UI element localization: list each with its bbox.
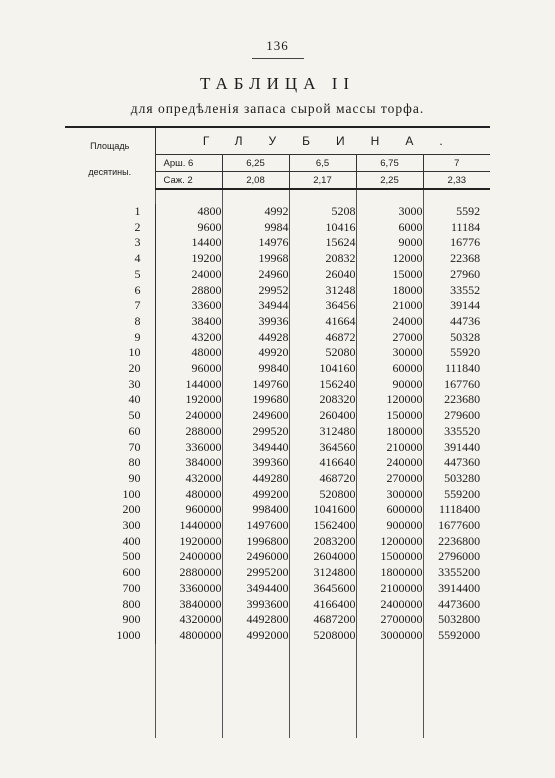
volume-cell: 432000	[155, 471, 222, 487]
volume-cell: 30000	[356, 345, 423, 361]
volume-cell: 503280	[444, 470, 481, 485]
volume-cell: 21000	[356, 298, 423, 314]
volume-cell: 29952	[222, 283, 289, 299]
volume-cell: 192000	[155, 392, 222, 408]
volume-cell: 3000000	[356, 628, 423, 644]
area-cell: 40	[65, 392, 155, 408]
area-cell: 4	[65, 251, 155, 267]
table-row	[65, 612, 490, 628]
volume-cell: 2400000	[155, 549, 222, 565]
volume-cell: 210000	[356, 440, 423, 456]
volume-cell: 5592000	[438, 627, 481, 642]
sazhen-depth-3: 2,25	[356, 172, 423, 190]
volume-cell: 4473600	[438, 596, 481, 611]
area-cell: 1	[65, 204, 155, 220]
volume-cell: 2400000	[356, 597, 423, 613]
header-row-depth	[65, 127, 490, 155]
arshin-depth-2: 6,5	[289, 155, 356, 172]
volume-cell: 960000	[155, 502, 222, 518]
volume-cell: 19968	[222, 251, 289, 267]
volume-cell: 3645600	[289, 581, 356, 597]
volume-cell: 28800	[155, 283, 222, 299]
volume-cell: 1200000	[356, 534, 423, 550]
table-bottom	[65, 644, 490, 738]
volume-cell: 90000	[356, 377, 423, 393]
volume-cell: 4800000	[155, 628, 222, 644]
volume-cell: 167760	[444, 376, 481, 391]
table-row	[65, 314, 490, 330]
depth-header: ГЛУБИНА.	[155, 127, 490, 155]
volume-cell: 14976	[222, 235, 289, 251]
volume-cell: 4166400	[289, 597, 356, 613]
volume-cell: 2236800	[438, 533, 481, 548]
volume-cell: 44736	[450, 313, 481, 328]
volume-cell: 1500000	[356, 549, 423, 565]
volume-cell: 2496000	[222, 549, 289, 565]
volume-cell: 33552	[450, 282, 481, 297]
volume-cell: 279600	[444, 408, 481, 423]
page-number-rule	[252, 58, 304, 59]
volume-cell: 223680	[444, 392, 481, 407]
volume-cell: 15000	[356, 267, 423, 283]
volume-cell: 2100000	[356, 581, 423, 597]
volume-cell: 149760	[222, 377, 289, 393]
area-cell: 400	[65, 534, 155, 550]
table-row	[65, 534, 490, 550]
volume-cell: 2083200	[289, 534, 356, 550]
volume-cell: 24000	[356, 314, 423, 330]
table-row	[65, 361, 490, 377]
area-cell: 900	[65, 612, 155, 628]
volume-cell: 150000	[356, 408, 423, 424]
volume-cell: 38400	[155, 314, 222, 330]
volume-cell: 3993600	[222, 597, 289, 613]
area-cell: 2	[65, 220, 155, 236]
table-row	[65, 424, 490, 440]
volume-cell: 11184	[450, 219, 481, 234]
volume-cell: 99840	[222, 361, 289, 377]
volume-cell: 391440	[444, 439, 481, 454]
volume-cell: 39144	[450, 298, 481, 313]
volume-cell: 156240	[289, 377, 356, 393]
table-row	[65, 408, 490, 424]
volume-cell: 16776	[450, 235, 481, 250]
volume-cell: 1497600	[222, 518, 289, 534]
arshin-depth-4: 7	[423, 155, 490, 172]
volume-cell: 260400	[289, 408, 356, 424]
volume-cell: 20832	[289, 251, 356, 267]
volume-cell: 46872	[289, 330, 356, 346]
arshin-depth-1: 6,25	[222, 155, 289, 172]
table-row	[65, 549, 490, 565]
volume-cell: 900000	[356, 518, 423, 534]
volume-cell: 96000	[155, 361, 222, 377]
volume-cell: 15624	[289, 235, 356, 251]
volume-cell: 559200	[444, 486, 481, 501]
volume-cell: 3124800	[289, 565, 356, 581]
volume-cell: 31248	[289, 283, 356, 299]
volume-cell: 120000	[356, 392, 423, 408]
volume-cell: 10416	[289, 220, 356, 236]
volume-cell: 1562400	[289, 518, 356, 534]
volume-cell: 4687200	[289, 612, 356, 628]
volume-cell: 19200	[155, 251, 222, 267]
volume-cell: 43200	[155, 330, 222, 346]
sazhen-depth-0: Саж. 2	[155, 172, 222, 190]
table-row	[65, 471, 490, 487]
volume-cell: 2796000	[438, 549, 481, 564]
volume-cell: 4992	[222, 204, 289, 220]
table-row	[65, 565, 490, 581]
volume-cell: 18000	[356, 283, 423, 299]
volume-cell: 26040	[289, 267, 356, 283]
volume-cell: 9000	[356, 235, 423, 251]
volume-cell: 180000	[356, 424, 423, 440]
table-row	[65, 267, 490, 283]
volume-cell: 3840000	[155, 597, 222, 613]
volume-cell: 111840	[444, 361, 481, 376]
volume-cell: 5208000	[289, 628, 356, 644]
peat-volume-table	[65, 126, 490, 738]
volume-cell: 384000	[155, 455, 222, 471]
area-cell: 9	[65, 330, 155, 346]
volume-cell: 49920	[222, 345, 289, 361]
table-row	[65, 581, 490, 597]
volume-cell: 449280	[222, 471, 289, 487]
volume-cell: 364560	[289, 440, 356, 456]
area-cell: 6	[65, 283, 155, 299]
volume-cell: 998400	[222, 502, 289, 518]
volume-cell: 3355200	[438, 565, 481, 580]
area-cell: 500	[65, 549, 155, 565]
area-cell: 20	[65, 361, 155, 377]
volume-cell: 33600	[155, 298, 222, 314]
table-row	[65, 628, 490, 644]
volume-cell: 1920000	[155, 534, 222, 550]
table-row	[65, 283, 490, 299]
area-cell: 600	[65, 565, 155, 581]
volume-cell: 39936	[222, 314, 289, 330]
volume-cell: 50328	[450, 329, 481, 344]
volume-cell: 2995200	[222, 565, 289, 581]
volume-cell: 1041600	[289, 502, 356, 518]
volume-cell: 4320000	[155, 612, 222, 628]
sazhen-depth-2: 2,17	[289, 172, 356, 190]
volume-cell: 336000	[155, 440, 222, 456]
volume-cell: 44928	[222, 330, 289, 346]
volume-cell: 270000	[356, 471, 423, 487]
volume-cell: 4492800	[222, 612, 289, 628]
area-cell: 3	[65, 235, 155, 251]
volume-cell: 12000	[356, 251, 423, 267]
area-cell: 300	[65, 518, 155, 534]
table-row	[65, 455, 490, 471]
volume-cell: 3000	[356, 204, 423, 220]
volume-cell: 3360000	[155, 581, 222, 597]
area-header-line2: десятины.	[88, 166, 132, 177]
table-row	[65, 487, 490, 503]
volume-cell: 3914400	[438, 580, 481, 595]
volume-cell: 27960	[450, 266, 481, 281]
volume-cell: 499200	[222, 487, 289, 503]
volume-cell: 4992000	[222, 628, 289, 644]
table-title: ТАБЛИЦА II	[199, 74, 356, 93]
volume-cell: 416640	[289, 455, 356, 471]
volume-cell: 2700000	[356, 612, 423, 628]
volume-cell: 335520	[444, 423, 481, 438]
volume-cell: 600000	[356, 502, 423, 518]
header-spacer	[65, 189, 490, 204]
table-body	[65, 204, 490, 644]
area-cell: 90	[65, 471, 155, 487]
area-cell: 7	[65, 298, 155, 314]
area-cell: 5	[65, 267, 155, 283]
volume-cell: 60000	[356, 361, 423, 377]
area-cell: 50	[65, 408, 155, 424]
volume-cell: 288000	[155, 424, 222, 440]
area-cell: 100	[65, 487, 155, 503]
volume-cell: 2880000	[155, 565, 222, 581]
volume-cell: 468720	[289, 471, 356, 487]
area-header	[65, 127, 155, 189]
table-row	[65, 377, 490, 393]
area-cell: 1000	[65, 628, 155, 644]
volume-cell: 199680	[222, 392, 289, 408]
volume-cell: 6000	[356, 220, 423, 236]
volume-cell: 14400	[155, 235, 222, 251]
table-row	[65, 597, 490, 613]
volume-cell: 240000	[155, 408, 222, 424]
area-cell: 60	[65, 424, 155, 440]
volume-cell: 144000	[155, 377, 222, 393]
volume-cell: 41664	[289, 314, 356, 330]
arshin-depth-3: 6,75	[356, 155, 423, 172]
volume-cell: 2604000	[289, 549, 356, 565]
area-header-line1: Площадь	[90, 140, 130, 151]
volume-cell: 55920	[450, 345, 481, 360]
area-cell: 200	[65, 502, 155, 518]
volume-cell: 299520	[222, 424, 289, 440]
volume-cell: 34944	[222, 298, 289, 314]
volume-cell: 1996800	[222, 534, 289, 550]
area-cell: 8	[65, 314, 155, 330]
table-row	[65, 502, 490, 518]
volume-cell: 1800000	[356, 565, 423, 581]
volume-cell: 300000	[356, 487, 423, 503]
table-row	[65, 204, 490, 220]
volume-cell: 4800	[155, 204, 222, 220]
volume-cell: 22368	[450, 251, 481, 266]
table-row	[65, 392, 490, 408]
table-row	[65, 220, 490, 236]
table-row	[65, 345, 490, 361]
volume-cell: 249600	[222, 408, 289, 424]
sazhen-depth-4: 2,33	[423, 172, 490, 190]
volume-cell: 3494400	[222, 581, 289, 597]
table-row	[65, 235, 490, 251]
volume-cell: 52080	[289, 345, 356, 361]
volume-cell: 399360	[222, 455, 289, 471]
volume-cell: 5592	[456, 204, 481, 218]
volume-cell: 36456	[289, 298, 356, 314]
volume-cell: 349440	[222, 440, 289, 456]
area-cell: 700	[65, 581, 155, 597]
volume-cell: 312480	[289, 424, 356, 440]
table-row	[65, 330, 490, 346]
table-row	[65, 440, 490, 456]
table-row	[65, 298, 490, 314]
volume-cell: 9984	[222, 220, 289, 236]
arshin-depth-0: Арш. 6	[155, 155, 222, 172]
volume-cell: 480000	[155, 487, 222, 503]
table-subtitle: для опредѣленія запаса сырой массы торфа.	[130, 101, 425, 116]
volume-cell: 208320	[289, 392, 356, 408]
volume-cell: 24000	[155, 267, 222, 283]
volume-cell: 447360	[444, 455, 481, 470]
area-cell: 30	[65, 377, 155, 393]
area-cell: 800	[65, 597, 155, 613]
volume-cell: 9600	[155, 220, 222, 236]
volume-cell: 48000	[155, 345, 222, 361]
area-cell: 80	[65, 455, 155, 471]
area-cell: 70	[65, 440, 155, 456]
volume-cell: 5208	[289, 204, 356, 220]
volume-cell: 24960	[222, 267, 289, 283]
volume-cell: 1118400	[438, 502, 481, 517]
volume-cell: 27000	[356, 330, 423, 346]
page-number: 136	[266, 38, 289, 53]
volume-cell: 520800	[289, 487, 356, 503]
sazhen-depth-1: 2,08	[222, 172, 289, 190]
volume-cell: 1677600	[438, 518, 481, 533]
area-cell: 10	[65, 345, 155, 361]
volume-cell: 1440000	[155, 518, 222, 534]
table-row	[65, 251, 490, 267]
volume-cell: 104160	[289, 361, 356, 377]
volume-cell: 5032800	[438, 612, 481, 627]
table-row	[65, 518, 490, 534]
volume-cell: 240000	[356, 455, 423, 471]
